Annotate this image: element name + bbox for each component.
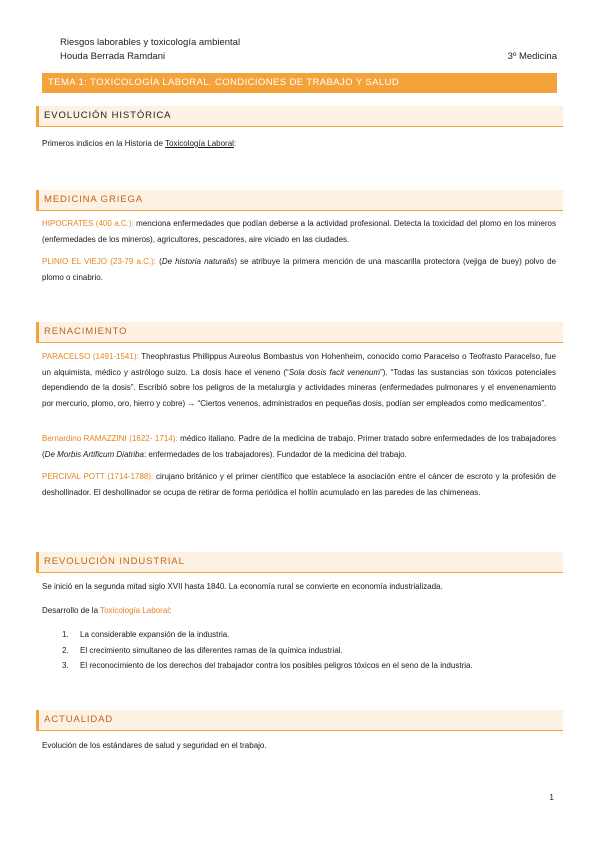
actualidad-text: Evolución de los estándares de salud y seguridad en el trabajo. xyxy=(42,741,267,750)
industrial-dev-colon: : xyxy=(169,606,172,615)
paragraph-paracelso xyxy=(42,349,556,411)
section-heading-actualidad: ACTUALIDAD xyxy=(36,710,563,731)
paracelso-text-a: Theophrastus Phillippus Aureolus Bombastus von Hohenheim, conocido como Paracelso o Teofrasto Paracelso, fue un alquimista, médico y astrólogo suizo. La dosis hace el veneno (“ xyxy=(42,352,557,377)
list-item-number: 3. xyxy=(62,661,69,670)
industrial-dev-link: Toxicología Laboral xyxy=(100,606,170,615)
pott-text: cirujano británico y el primer científico que establece la asociación entre el cáncer de escroto y la profesión de deshollinador. El deshollinador se ocupa de retirar de forma periódica el hollín acumulado en las paredes de las chimeneas. xyxy=(42,472,556,497)
industrial-dev-text: Desarrollo de la xyxy=(42,606,101,615)
list-item xyxy=(62,627,557,643)
section-heading-industrial: REVOLUCIÓN INDUSTRIAL xyxy=(36,552,563,573)
plinio-text: ) se atribuye la primera mención de una mascarilla protectora (vejiga de buey) polvo de plomo o cinabrio. xyxy=(42,257,557,282)
evolucion-intro-colon: : xyxy=(233,139,237,148)
document-title: TEMA 1: TOXICOLOGÍA LABORAL. CONDICIONES DE TRABAJO Y SALUD xyxy=(42,73,557,93)
section-heading-renacimiento: RENACIMIENTO xyxy=(36,322,563,343)
evolucion-intro xyxy=(42,136,556,152)
list-item-text: La considerable expansión de la industria. xyxy=(80,630,230,639)
list-item-number: 1. xyxy=(62,630,69,639)
section-heading-evolucion: EVOLUCIÓN HISTÓRICA xyxy=(36,106,563,127)
paragraph-plinio xyxy=(42,254,556,285)
plinio-name: PLINIO EL VIEJO (23-79 a.C.): xyxy=(42,257,157,266)
plinio-book: De historia naturalis xyxy=(161,257,235,266)
evolucion-intro-link: Toxicología Laboral xyxy=(165,139,234,148)
header-degree: 3º Medicina xyxy=(507,51,557,62)
industrial-development xyxy=(42,603,556,619)
header-author: Houda Berrada Ramdani xyxy=(60,51,166,62)
hipocrates-text: menciona enfermedades que podían deberse a la actividad profesional. Detecta la toxicidad del plomo en los mineros (enfermedades de los mineros), agricultores, pescadores, aire viciado en las ciudades. xyxy=(42,219,556,244)
industrial-intro: Se inició en la segunda mitad siglo XVII hasta 1840. La economía rural se convierte en economía industrializada. xyxy=(42,582,443,591)
list-item-text: El crecimiento simultaneo de las diferentes ramas de la química industrial. xyxy=(80,645,343,655)
paragraph-hipocrates xyxy=(42,216,556,247)
industrial-list xyxy=(62,627,557,674)
plinio-open: ( xyxy=(156,257,162,266)
paracelso-name: PARACELSO (1491-1541): xyxy=(42,352,139,361)
list-item-number: 2. xyxy=(62,645,69,655)
hipocrates-name: HIPOCRATES (400 a.C.): xyxy=(42,219,134,228)
ramazzini-text-a: médico italiano. Padre de la medicina de trabajo. Primer tratado sobre enfermedades de los trabajadores ( xyxy=(42,434,556,459)
list-item-text: El reconocimiento de los derechos del trabajador contra los posibles peligros tóxicos en el seno de la industria. xyxy=(80,661,473,670)
section-heading-griega: MEDICINA GRIEGA xyxy=(36,190,563,211)
paracelso-text-b: ”). “Todas las sustancias son tóxicos potenciales dependiendo de la dosis”. Escribió sobre los peligros de la metalurgia y actividades mineras (enfermedades pulmonares y el envenenamiento por mercurio, plomo, oro, hierro y cobre) → “Ciertos venenos, administrados en pequeñas dosis, podían ser empleados como medicamentos”. xyxy=(42,367,557,408)
list-item xyxy=(62,658,557,674)
paracelso-quote: Sola dosis facit venenum xyxy=(288,367,381,377)
ramazzini-name: Bernardino RAMAZZINI (1622- 1714): xyxy=(42,434,178,443)
paragraph-pott xyxy=(42,469,556,500)
pott-name: PERCIVAL POTT (1714-1788): xyxy=(42,472,154,481)
paragraph-ramazzini xyxy=(42,431,556,462)
header-course: Riesgos laborables y toxicología ambiental xyxy=(60,37,241,48)
list-item xyxy=(62,643,557,659)
ramazzini-text-b: : enfermedades de los trabajadores). Fundador de la medicina del trabajo. xyxy=(143,449,407,459)
evolucion-intro-text: Primeros indicios en la Historia de xyxy=(42,139,166,148)
ramazzini-book: De Morbis Artificum Diatriba xyxy=(44,449,144,459)
page-number: 1 xyxy=(549,792,554,802)
